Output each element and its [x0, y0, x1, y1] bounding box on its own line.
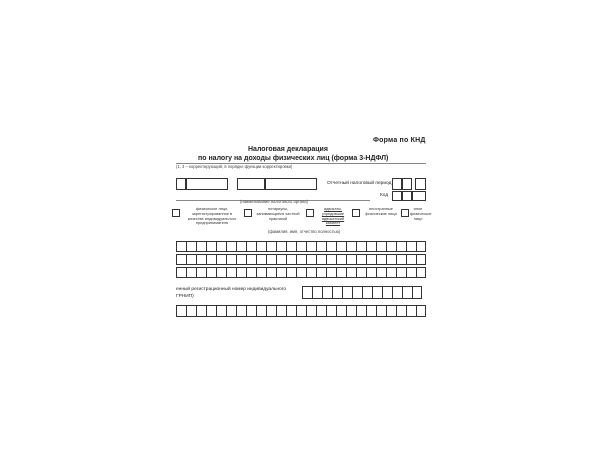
correction-caption: (1, 3 – корректирующий, в порядке функции корректировки)	[176, 164, 293, 169]
code-cell-2[interactable]	[402, 191, 412, 201]
surname-row[interactable]	[176, 241, 426, 252]
category-label-2: нотариусы, занимающиеся частной практикой	[256, 206, 300, 221]
category-label-3: адвокаты, учредившие адвокатский кабинет	[321, 206, 345, 226]
form-knd-label: Форма по КНД	[373, 137, 426, 144]
name-row[interactable]	[176, 254, 426, 265]
surname-caption: (фамилия, имя, отчество полностью)	[268, 229, 341, 234]
category-checkbox-5[interactable]	[401, 209, 409, 217]
code-cell-3[interactable]	[412, 191, 426, 201]
inspection-caption: (наименование налогового органа)	[240, 199, 308, 204]
category-checkbox-1[interactable]	[172, 209, 180, 217]
code-cell-1[interactable]	[392, 191, 402, 201]
document-title: Налоговая декларация	[248, 146, 328, 153]
correction-cell[interactable]	[176, 178, 186, 190]
correction-field[interactable]	[186, 178, 228, 190]
ogrnip-label-line2: ГРНИП)	[176, 294, 194, 299]
category-checkbox-2[interactable]	[244, 209, 252, 217]
category-label-1: физическое лицо, зарегистрированное в качестве индивидуального предпринимателя	[187, 206, 237, 226]
category-label-4: иностранные физические лица	[365, 206, 397, 216]
tax-period-label: Отчетный налоговый период	[327, 181, 392, 186]
bottom-cells[interactable]	[176, 305, 426, 316]
category-checkbox-4[interactable]	[352, 209, 360, 217]
category-checkbox-3[interactable]	[306, 209, 314, 217]
ogrnip-cells[interactable]	[302, 286, 422, 297]
tax-period-cell-3[interactable]	[415, 178, 426, 190]
code-label: Код	[380, 193, 389, 198]
correction-field-3[interactable]	[265, 178, 317, 190]
patronymic-row[interactable]	[176, 267, 426, 278]
category-label-5: иное физическое лицо	[410, 206, 432, 221]
ogrnip-label-line1: енный регистрационный номер индивидуального	[176, 287, 287, 292]
tax-period-cell-1[interactable]	[392, 178, 402, 190]
correction-field-2[interactable]	[237, 178, 265, 190]
tax-period-cell-2[interactable]	[402, 178, 412, 190]
document-subtitle: по налогу на доходы физических лиц (форма 3-НДФЛ)	[198, 155, 389, 162]
